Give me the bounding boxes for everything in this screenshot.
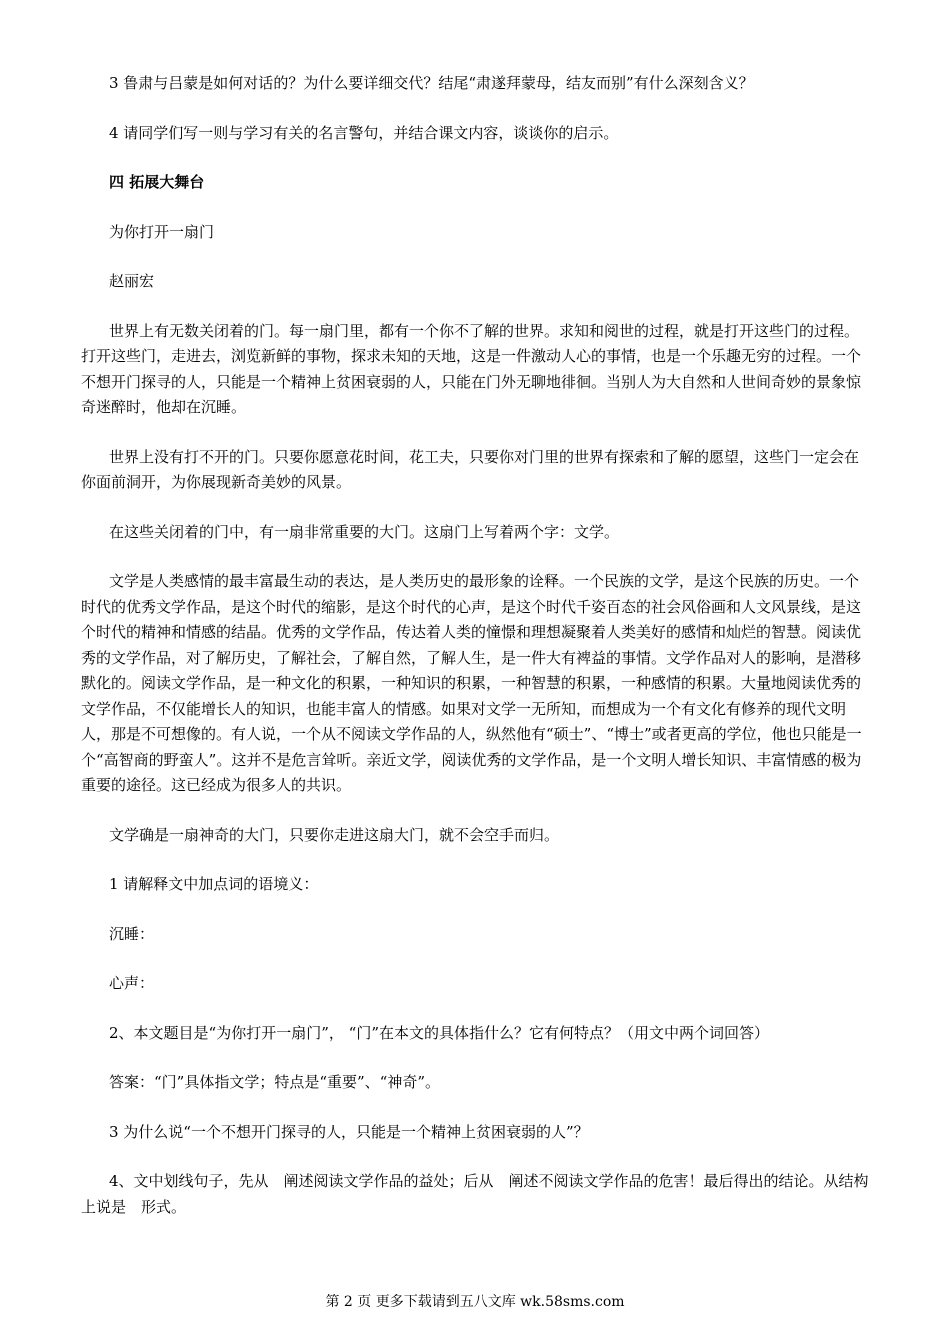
exercise-2-answer: 答案：“门”具体指文学；特点是“重要”、“神奇”。 (109, 1073, 441, 1091)
article-paragraph-3: 在这些关闭着的门中，有一扇非常重要的大门。这扇门上写着两个字：文学。 (109, 522, 620, 541)
exercise-3: 3 为什么说“一个不想开门探寻的人，只能是一个精神上贫困衰弱的人”？ (109, 1122, 589, 1141)
page-footer: 第 2 页 更多下载请到五八文库 wk.58sms.com (325, 1294, 625, 1310)
exercise-1-word-b: 心声： (109, 974, 155, 992)
article-paragraph-4: 文学是人类感情的最丰富最生动的表达，是人类历史的最形象的诠释。一个民族的文学，是这个民族的历史。一个时代的优秀文学作品，是这个时代的缩影，是这个时代的心声，是这个时代千姿百态的社会风俗画和人文风景线，是这个时代的精神和情感的结晶。优秀的文学作品，传达着人类的憧憬和理想凝聚着人类美好的感情和灿烂的智慧。阅读优秀的文学作品，对了解历史，了解社会，了解自然，了解人生，是一件大有裨益的事情。文学作品对人的影响，是潜移默化的。阅读文学作品，是一种文化的积累，一种知识的积累，一种智慧的积累，一种感情的积累。大量地阅读优秀的文学作品，不仅能增长人的知识，也能丰富人的情感。如果对文学一无所知，而想成为一个有文化有修养的现代文明人，那是不可想像的。有人说，一个从不阅读文学作品的人，纵然他有“硕士”、“博士”或者更高的学位，他也只能是一个“高智商的野蛮人”。这并不是危言耸听。亲近文学，阅读优秀的文学作品，是一个文明人增长知识、丰富情感的极为重要的途径。这已经成为很多人的共识。 (81, 572, 862, 794)
article-title: 为你打开一扇门 (109, 222, 215, 241)
exercise-4: 4、文中划线句子，先从 阐述阅读文学作品的益处；后从 阐述不阅读文学作品的危害！最后得出的结论。从结构上说是 形式。 (81, 1172, 869, 1216)
section-heading: 四 拓展大舞台 (109, 173, 205, 191)
exercise-2: 2、本文题目是“为你打开一扇门”， “门”在本文的具体指什么？它有何特点？（用文中两个词回答） (109, 1023, 769, 1042)
exercise-1-word-a: 沉睡： (109, 924, 155, 943)
question-4: 4 请同学们写一则与学习有关的名言警句，并结合课文内容，谈谈你的启示。 (109, 123, 619, 142)
exercise-1: 1 请解释文中加点词的语境义： (109, 875, 319, 893)
article-paragraph-2: 世界上没有打不开的门。只要你愿意花时间，花工夫，只要你对门里的世界有探索和了解的愿望，这些门一定会在你面前洞开，为你展现新奇美妙的风景。 (81, 447, 860, 491)
article-paragraph-5: 文学确是一扇神奇的大门，只要你走进这扇大门，就不会空手而归。 (109, 825, 560, 844)
article-paragraph-1: 世界上有无数关闭着的门。每一扇门里，都有一个你不了解的世界。求知和阅世的过程，就是打开这些门的过程。打开这些门，走进去，浏览新鲜的事物，探求未知的天地，这是一件激动人心的事情，也是一个乐趣无穷的过程。一个不想开门探寻的人，只能是一个精神上贫困衰弱的人，只能在门外无聊地徘徊。当别人为大自然和人世间奇妙的景象惊奇迷醉时，他却在沉睡。 (81, 321, 862, 416)
document-body (81, 71, 871, 1244)
article-author: 赵丽宏 (109, 272, 155, 290)
question-3: 3 鲁肃与吕蒙是如何对话的？为什么要详细交代？结尾“肃遂拜蒙母，结友而别”有什么深刻含义？ (109, 74, 754, 92)
